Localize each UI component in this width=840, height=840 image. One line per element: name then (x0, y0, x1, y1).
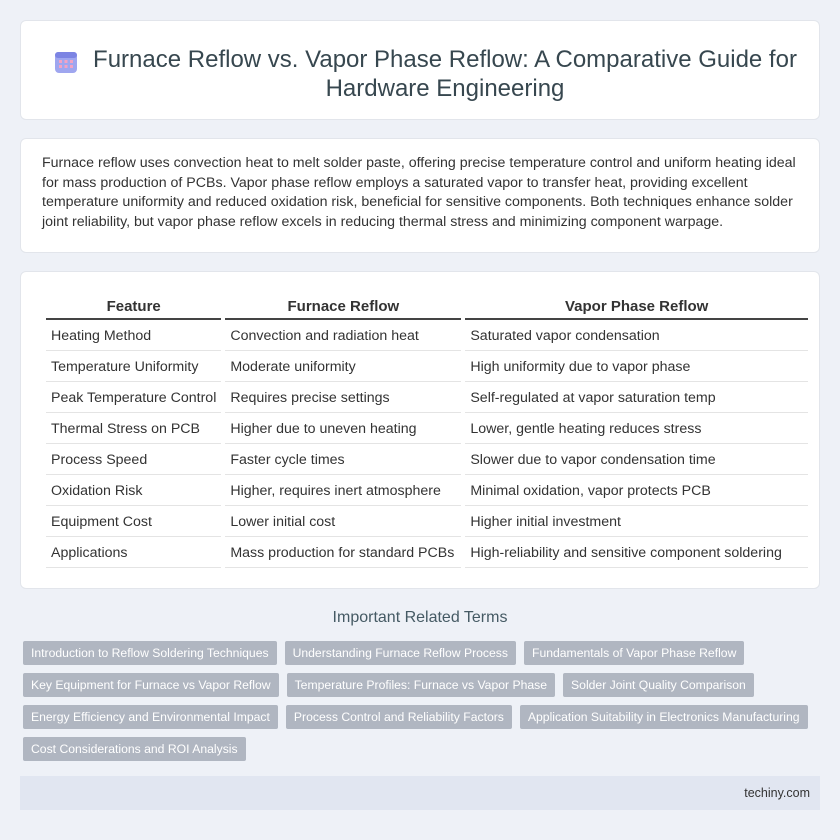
header-furnace-reflow: Furnace Reflow (225, 296, 461, 320)
header-vapor-phase-reflow: Vapor Phase Reflow (465, 296, 808, 320)
footer-site-link[interactable]: techiny.com (744, 786, 810, 800)
table-cell: Saturated vapor condensation (465, 320, 808, 351)
table-cell: Process Speed (46, 444, 221, 475)
related-term-tag[interactable]: Energy Efficiency and Environmental Impact (23, 705, 278, 729)
related-term-tag[interactable]: Temperature Profiles: Furnace vs Vapor Phase (287, 673, 555, 697)
footer (20, 776, 820, 810)
related-terms-list (23, 641, 823, 769)
table-cell: Higher, requires inert atmosphere (225, 475, 461, 506)
table-row (46, 413, 808, 444)
intro-paragraph: Furnace reflow uses convection heat to melt solder paste, offering precise temperature control and uniform heating ideal for mass production of PCBs. Vapor phase reflow employs a saturated vapor to transfer heat, providing excellent temperature uniformity and reduced oxidation risk, beneficial for sensitive components. Both techniques enhance solder joint reliability, but vapor phase reflow excels in reducing thermal stress and minimizing component warpage. (42, 155, 796, 230)
tag-row (23, 737, 823, 761)
table-cell: Peak Temperature Control (46, 382, 221, 413)
page-title: Furnace Reflow vs. Vapor Phase Reflow: A Comparative Guide for Hardware Engineering (93, 46, 797, 102)
table-cell: Minimal oxidation, vapor protects PCB (465, 475, 808, 506)
table-cell: Higher initial investment (465, 506, 808, 537)
tag-row (23, 673, 823, 697)
table-cell: Lower, gentle heating reduces stress (465, 413, 808, 444)
related-term-tag[interactable]: Introduction to Reflow Soldering Techniques (23, 641, 277, 665)
table-row (46, 537, 808, 568)
table-cell: Slower due to vapor condensation time (465, 444, 808, 475)
related-term-tag[interactable]: Cost Considerations and ROI Analysis (23, 737, 246, 761)
table-row (46, 320, 808, 351)
tag-row (23, 705, 823, 729)
intro-card (20, 138, 820, 253)
table-cell: Mass production for standard PCBs (225, 537, 461, 568)
tag-row (23, 641, 823, 665)
table-cell: Heating Method (46, 320, 221, 351)
table-header-row (46, 296, 808, 320)
related-term-tag[interactable]: Key Equipment for Furnace vs Vapor Reflow (23, 673, 279, 697)
table-row (46, 475, 808, 506)
table-cell: Convection and radiation heat (225, 320, 461, 351)
table-cell: Lower initial cost (225, 506, 461, 537)
table-row (46, 382, 808, 413)
related-term-tag[interactable]: Solder Joint Quality Comparison (563, 673, 754, 697)
table-cell: High uniformity due to vapor phase (465, 351, 808, 382)
table-cell: Higher due to uneven heating (225, 413, 461, 444)
table-cell: Moderate uniformity (225, 351, 461, 382)
related-term-tag[interactable]: Understanding Furnace Reflow Process (285, 641, 516, 665)
table-row (46, 351, 808, 382)
table-cell: Equipment Cost (46, 506, 221, 537)
related-terms-heading: Important Related Terms (332, 609, 508, 626)
table-cell: Requires precise settings (225, 382, 461, 413)
table-cell: Applications (46, 537, 221, 568)
table-cell: Thermal Stress on PCB (46, 413, 221, 444)
header-feature: Feature (46, 296, 221, 320)
table-cell: High-reliability and sensitive component soldering (465, 537, 808, 568)
table-cell: Oxidation Risk (46, 475, 221, 506)
comparison-card (20, 271, 820, 589)
related-term-tag[interactable]: Application Suitability in Electronics Manufacturing (520, 705, 808, 729)
comparison-table (42, 296, 812, 568)
table-row (46, 506, 808, 537)
title-card (20, 20, 820, 120)
related-term-tag[interactable]: Process Control and Reliability Factors (286, 705, 512, 729)
table-cell: Temperature Uniformity (46, 351, 221, 382)
table-cell: Self-regulated at vapor saturation temp (465, 382, 808, 413)
table-row (46, 444, 808, 475)
table-cell: Faster cycle times (225, 444, 461, 475)
related-term-tag[interactable]: Fundamentals of Vapor Phase Reflow (524, 641, 744, 665)
